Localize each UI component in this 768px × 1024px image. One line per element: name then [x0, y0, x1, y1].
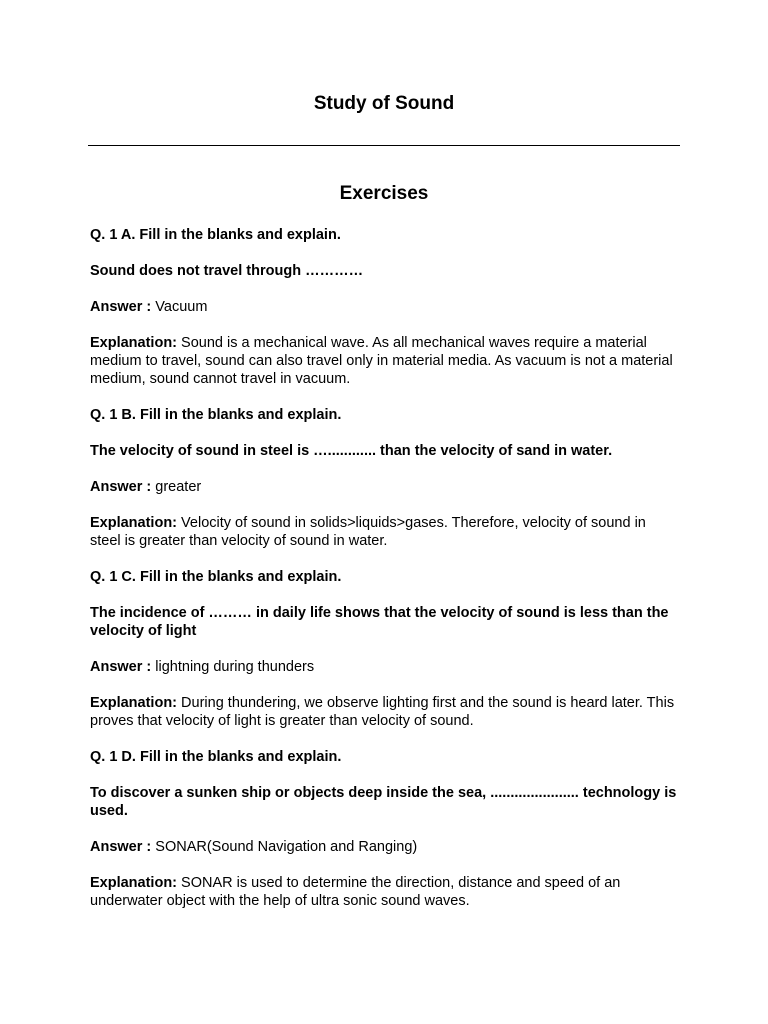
explanation-text: SONAR is used to determine the direction, distance and speed of an underwater object with the help of ultra sonic sound waves.: [90, 875, 621, 909]
answer-text: greater: [155, 479, 202, 495]
answer-line: [90, 658, 680, 676]
question-statement: The incidence of ……… in daily life shows that the velocity of sound is less than the velocity of light: [90, 605, 669, 639]
answer-line: [90, 478, 680, 496]
question-heading: Q. 1 C. Fill in the blanks and explain.: [90, 569, 342, 585]
explanation-paragraph: [90, 334, 680, 388]
question-heading: Q. 1 A. Fill in the blanks and explain.: [90, 227, 341, 243]
explanation-paragraph: [90, 874, 680, 910]
explanation-paragraph: [90, 514, 680, 550]
explanation-text: During thundering, we observe lighting first and the sound is heard later. This proves that velocity of light is greater than velocity of sound.: [90, 695, 675, 729]
question-heading: Q. 1 B. Fill in the blanks and explain.: [90, 407, 342, 423]
answer-text: SONAR(Sound Navigation and Ranging): [155, 839, 418, 855]
explanation-text: Sound is a mechanical wave. As all mechanical waves require a material medium to travel, sound can also travel only in material media. As vacuum is not a material medium, sound cannot travel in vacuum.: [90, 335, 673, 387]
explanation-label: Explanation:: [90, 875, 178, 891]
document-title: Study of Sound: [313, 93, 455, 114]
explanation-text: Velocity of sound in solids>liquids>gases. Therefore, velocity of sound in steel is greater than velocity of sound in water.: [90, 515, 646, 549]
answer-text: lightning during thunders: [155, 659, 315, 675]
section-title: Exercises: [339, 183, 429, 204]
question-statement: To discover a sunken ship or objects deep inside the sea, ...................... technology is used.: [90, 785, 677, 819]
answer-label: Answer :: [90, 479, 152, 495]
answer-line: [90, 298, 680, 316]
exercises-content: [90, 226, 680, 928]
explanation-label: Explanation:: [90, 515, 178, 531]
answer-label: Answer :: [90, 299, 152, 315]
question-statement: The velocity of sound in steel is …............ than the velocity of sand in water.: [90, 443, 613, 459]
explanation-label: Explanation:: [90, 335, 178, 351]
explanation-paragraph: [90, 694, 680, 730]
answer-text: Vacuum: [155, 299, 208, 315]
answer-label: Answer :: [90, 839, 152, 855]
title-divider: [88, 145, 680, 146]
question-statement: Sound does not travel through …………: [90, 263, 364, 279]
answer-label: Answer :: [90, 659, 152, 675]
question-heading: Q. 1 D. Fill in the blanks and explain.: [90, 749, 342, 765]
answer-line: [90, 838, 680, 856]
explanation-label: Explanation:: [90, 695, 178, 711]
